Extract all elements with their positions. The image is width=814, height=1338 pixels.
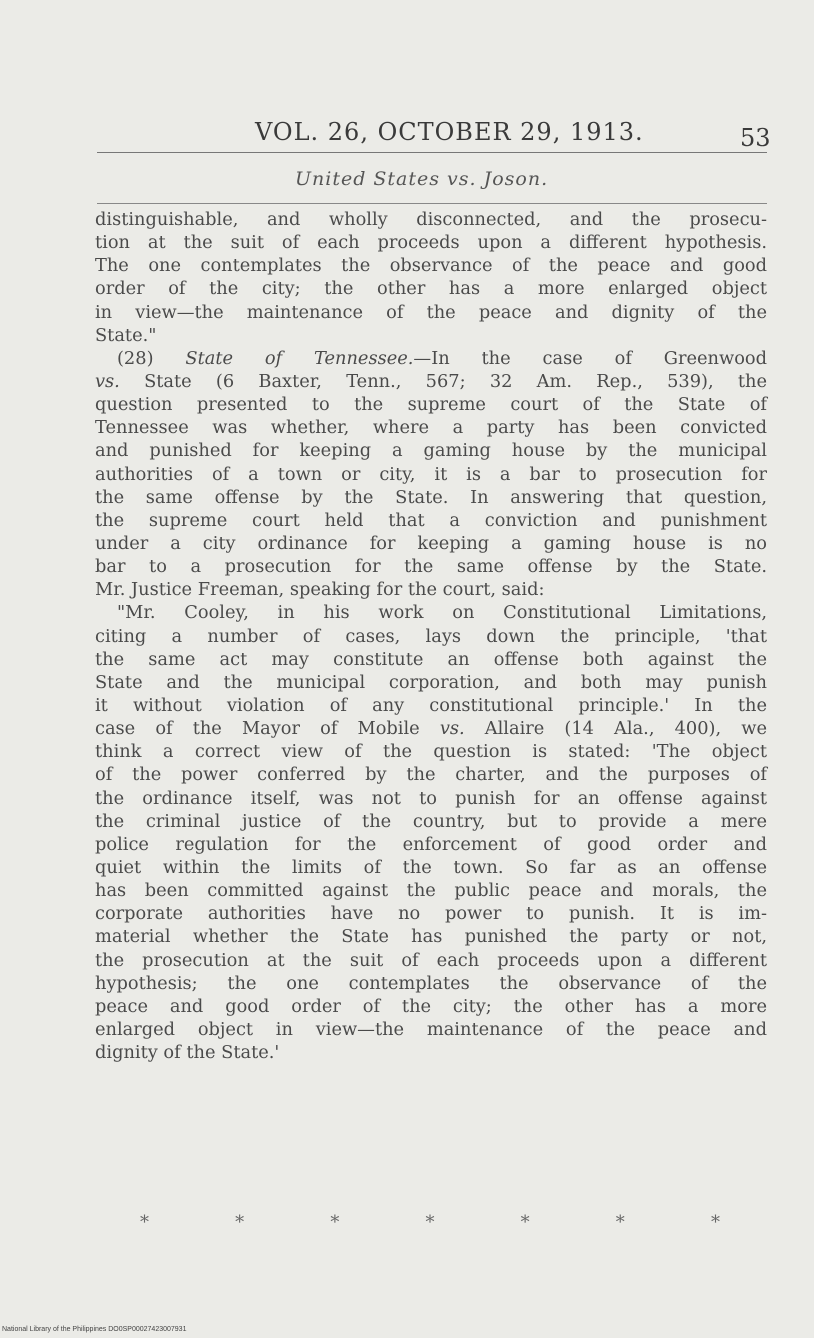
text-line	[95, 254, 767, 277]
text-segment: Mr. Justice Freeman, speaking for the court, said:	[95, 579, 545, 601]
star-mark: *	[425, 1212, 435, 1233]
text-line	[95, 902, 767, 925]
text-segment: citing a number of cases, lays down the principle, 'that	[95, 625, 767, 647]
text-segment: police regulation for the enforcement of good order and	[95, 833, 767, 855]
text-segment: it without violation of any constitutional principle.' In the	[95, 694, 767, 716]
text-line	[95, 671, 767, 694]
text-line	[95, 810, 767, 833]
body-text	[95, 208, 767, 1064]
text-segment: quiet within the limits of the town. So far as an offense	[95, 856, 767, 878]
text-segment: the criminal justice of the country, but to provide a mere	[95, 810, 767, 832]
text-segment: tion at the suit of each proceeds upon a different hypothesis.	[95, 232, 767, 254]
text-segment: under a city ordinance for keeping a gaming house is no	[95, 532, 767, 554]
text-segment: distinguishable, and wholly disconnected, and the prosecu-	[95, 209, 767, 230]
text-segment: —In the case of Greenwood	[413, 347, 767, 369]
text-segment: material whether the State has punished the party or not,	[95, 926, 767, 948]
text-line	[95, 301, 767, 324]
italic-segment: State of Tennessee.	[185, 347, 414, 369]
text-segment: authorities of a town or city, it is a bar to prosecution for	[95, 463, 767, 485]
text-segment: hypothesis; the one contemplates the observance of the	[95, 972, 767, 994]
text-segment: think a correct view of the question is stated: 'The object	[95, 741, 767, 763]
star-mark: *	[235, 1212, 245, 1233]
text-line	[95, 972, 767, 995]
text-segment: and punished for keeping a gaming house by the municipal	[95, 440, 767, 462]
text-line	[95, 486, 767, 509]
text-line	[95, 532, 767, 555]
text-segment: the same act may constitute an offense both against the	[95, 648, 767, 670]
scan-identifier: National Library of the Philippines DO0SP00027423007931	[2, 1326, 187, 1333]
text-line	[95, 347, 767, 370]
text-line	[95, 740, 767, 763]
header-rule	[97, 152, 767, 153]
text-line	[95, 995, 767, 1018]
text-line	[95, 949, 767, 972]
italic-segment: vs.	[439, 718, 465, 740]
subheader-rule	[97, 203, 767, 204]
text-line	[95, 833, 767, 856]
text-line	[95, 393, 767, 416]
text-line	[95, 370, 767, 393]
case-title: United States vs. Joson.	[295, 168, 549, 190]
text-segment: case of the Mayor of Mobile	[95, 718, 440, 740]
text-segment: the prosecution at the suit of each proceeds upon a different	[95, 949, 767, 971]
text-segment: dignity of the State.'	[95, 1042, 280, 1064]
star-mark: *	[140, 1212, 149, 1233]
text-segment: the same offense by the State. In answering that question,	[95, 486, 767, 508]
text-segment: The one contemplates the observance of the peace and good	[95, 255, 767, 277]
text-line	[95, 509, 767, 532]
text-segment: enlarged object in view—the maintenance of the peace and	[95, 1018, 767, 1040]
text-line	[95, 1041, 767, 1064]
text-line	[95, 601, 767, 624]
page-number: 53	[740, 124, 771, 152]
text-line	[95, 763, 767, 786]
text-line	[95, 277, 767, 300]
text-line	[95, 324, 767, 347]
ellipsis-stars	[140, 1212, 720, 1233]
text-line	[95, 717, 767, 740]
text-segment: the ordinance itself, was not to punish for an offense against	[95, 787, 767, 809]
text-segment: bar to a prosecution for the same offense by the State.	[95, 556, 767, 578]
text-line	[95, 648, 767, 671]
text-line	[95, 787, 767, 810]
text-line	[95, 416, 767, 439]
text-segment: "Mr. Cooley, in his work on Constitutional Limitations,	[117, 602, 767, 624]
text-segment: of the power conferred by the charter, and the purposes of	[95, 764, 767, 786]
running-head-title: VOL. 26, OCTOBER 29, 1913.	[255, 118, 644, 146]
star-mark: *	[330, 1212, 340, 1233]
text-segment: Tennessee was whether, where a party has been convicted	[95, 417, 767, 439]
text-line	[95, 925, 767, 948]
text-segment: question presented to the supreme court of the State of	[95, 394, 767, 416]
text-line	[95, 856, 767, 879]
italic-segment: vs.	[95, 370, 120, 392]
text-segment: State."	[95, 324, 157, 346]
text-segment: has been committed against the public peace and morals, the	[95, 880, 767, 902]
text-line	[95, 463, 767, 486]
text-segment: order of the city; the other has a more enlarged object	[95, 278, 767, 300]
text-segment: in view—the maintenance of the peace and dignity of the	[95, 301, 767, 323]
star-mark: *	[615, 1212, 625, 1233]
text-line	[95, 439, 767, 462]
star-mark: *	[710, 1212, 720, 1233]
text-segment: Allaire (14 Ala., 400), we	[464, 718, 767, 740]
star-mark: *	[520, 1212, 530, 1233]
text-line	[95, 625, 767, 648]
text-segment: State and the municipal corporation, and both may punish	[95, 671, 767, 693]
text-line	[95, 231, 767, 254]
text-segment: (28)	[117, 347, 186, 369]
text-line	[95, 208, 767, 231]
text-line	[95, 694, 767, 717]
text-line	[95, 555, 767, 578]
text-line	[95, 1018, 767, 1041]
text-segment: corporate authorities have no power to punish. It is im-	[95, 903, 767, 925]
text-segment: peace and good order of the city; the other has a more	[95, 995, 767, 1017]
text-line	[95, 879, 767, 902]
text-segment: the supreme court held that a conviction and punishment	[95, 509, 767, 531]
text-line	[95, 578, 767, 601]
text-segment: State (6 Baxter, Tenn., 567; 32 Am. Rep., 539), the	[119, 370, 767, 392]
